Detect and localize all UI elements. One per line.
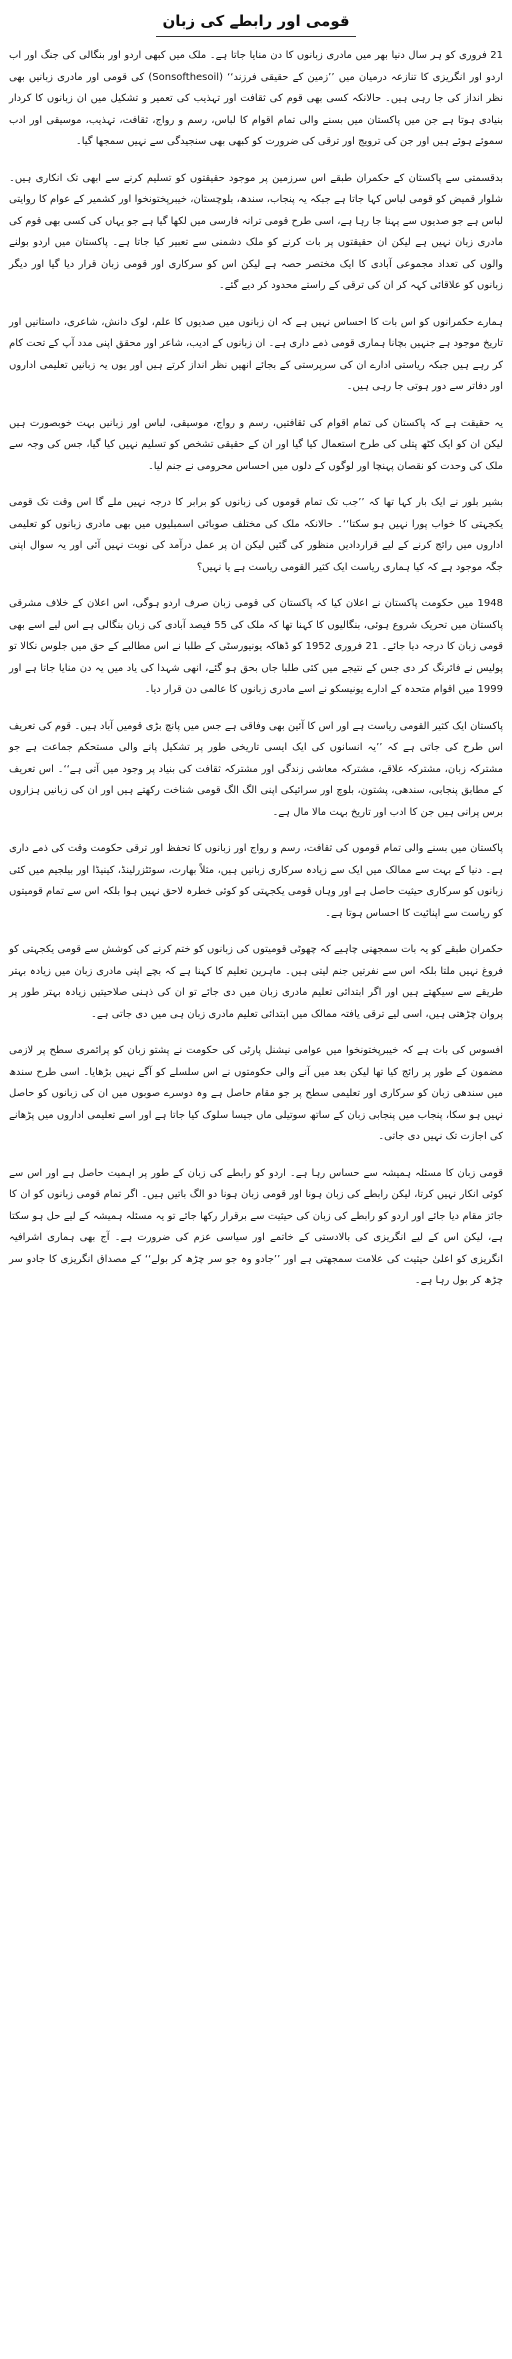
article-paragraph-8: پاکستان میں بسنے والی تمام قوموں کی ثقافت، رسم و رواج اور زبانوں کا تحفظ اور ترقی حکومت وقت کی ذمے داری ہے۔ دنیا کے بہت سے ممالک میں ایک سے زیادہ سرکاری زبانیں ہیں، مثلاً بھارت، سوئٹزرلینڈ، کینیڈا اور بیلجیم میں کئی زبانوں کو سرکاری حیثیت حاصل ہے اور وہاں قومی یکجہتی کو کوئی خطرہ لاحق نہیں ہوا بلکہ اس سے تمام قومیتوں کو ریاست سے اپنائیت کا احساس ہوتا ہے۔ xyxy=(9,843,503,919)
article-paragraph-3: ہمارے حکمرانوں کو اس بات کا احساس نہیں ہے کہ ان زبانوں میں صدیوں کا علم، لوک دانش، شاعری، داستانیں اور تاریخ موجود ہے جنہیں بچانا ہماری قومی ذمے داری ہے۔ ان زبانوں کے ادیب، شاعر اور محقق اپنی مدد آپ کے تحت کام کر رہے ہیں جبکہ ریاستی ادارے ان کی سرپرستی کے بجائے انھیں نظر انداز کرتے ہیں اور یوں یہ زبانیں تعلیمی اداروں اور دفاتر سے دور ہوتی جا رہی ہیں۔ xyxy=(9,316,503,392)
article-paragraph-11: قومی زبان کا مسئلہ ہمیشہ سے حساس رہا ہے۔ اردو کو رابطے کی زبان کے طور پر اہمیت حاصل ہے اور اس سے کوئی انکار نہیں کرتا، لیکن رابطے کی زبان ہونا اور قومی زبان ہونا دو الگ باتیں ہیں۔ اگر تمام قومی زبانوں کو ان کا جائز مقام دیا جائے اور اردو کو رابطے کی زبان کی حیثیت سے برقرار رکھا جائے تو یہ مسئلہ ہمیشہ کے لیے حل ہو سکتا ہے، لیکن اس کے لیے انگریزی کی بالادستی کے خاتمے اور سیاسی عزم کی ضرورت ہے۔ آج بھی ہماری اشرافیہ انگریزی کو اعلیٰ حیثیت کی علامت سمجھتی ہے اور ’’جادو وہ جو سر چڑھ کر بولے‘‘ کے مصداق انگریزی کا جادو سر چڑھ کر بول رہا ہے۔ xyxy=(9,1167,503,1286)
article-headline: قومی اور رابطے کی زبان xyxy=(156,12,355,37)
article-paragraph-6: 1948 میں حکومت پاکستان نے اعلان کیا کہ پاکستان کی قومی زبان صرف اردو ہوگی، اس اعلان کے خلاف مشرقی پاکستان میں تحریک شروع ہوئی، بنگالیوں کا کہنا تھا کہ ملک کی 55 فیصد آبادی کی زبان بنگالی ہے اس لیے اسے بھی قومی زبان کا درجہ دیا جائے۔ 21 فروری 1952 کو ڈھاکہ یونیورسٹی کے طلبا نے اس مطالبے کے حق میں جلوس نکالا تو پولیس نے فائرنگ کر دی جس کے نتیجے میں کئی طلبا جاں بحق ہو گئے، انھی شہدا کی یاد میں یہ دن منایا جاتا ہے اور 1999 میں اقوام متحدہ کے ادارے یونیسکو نے اسے مادری زبانوں کا عالمی دن قرار دیا۔ xyxy=(9,598,504,695)
article-paragraph-4: یہ حقیقت ہے کہ پاکستان کی تمام اقوام کی ثقافتیں، رسم و رواج، موسیقی، لباس اور زبانیں بہت خوبصورت ہیں لیکن ان کو ایک کٹھ پتلی کی طرح استعمال کیا گیا اور ان کے حقیقی تشخص کو تسلیم نہیں کیا گیا، جس کی وجہ سے ملک کی وحدت کو نقصان پہنچا اور لوگوں کے دلوں میں احساس محرومی نے جنم لیا۔ xyxy=(9,417,503,472)
article-paragraph-7: پاکستان ایک کثیر القومی ریاست ہے اور اس کا آئین بھی وفاقی ہے جس میں پانچ بڑی قومیں آباد ہیں۔ قوم کی تعریف اس طرح کی جاتی ہے کہ ’’یہ انسانوں کی ایک ایسی تاریخی طور پر تشکیل پانے والی مستحکم جماعت ہے جو مشترکہ زبان، مشترکہ علاقے، مشترکہ معاشی زندگی اور مشترکہ ثقافت کی بنیاد پر وجود میں آتی ہے‘‘۔ اس تعریف کے مطابق پنجابی، سندھی، پشتون، بلوچ اور سرائیکی اپنی الگ الگ قومی شناخت رکھتے ہیں اور ان کی زبانیں ہزاروں برس پرانی ہیں جن کا ادب اور تاریخ بہت مالا مال ہے۔ xyxy=(9,720,503,818)
article-paragraph-9: حکمران طبقے کو یہ بات سمجھنی چاہیے کہ چھوٹی قومیتوں کی زبانوں کو ختم کرنے کی کوشش سے قومی یکجہتی کو فروغ نہیں ملتا بلکہ اس سے نفرتیں جنم لیتی ہیں۔ ماہرین تعلیم کا کہنا ہے کہ بچے اپنی مادری زبان میں زیادہ بہتر طریقے سے سیکھتے ہیں اور اگر ابتدائی تعلیم مادری زبان میں دی جائے تو ان کی ذہنی صلاحیتیں زیادہ بہتر طور پر پروان چڑھتی ہیں، اسی لیے ترقی یافتہ ممالک میں ابتدائی تعلیم مادری زبان ہی میں دی جاتی ہے۔ xyxy=(9,944,503,1020)
headline-container xyxy=(9,12,503,37)
article-paragraph-5: بشیر بلور نے ایک بار کہا تھا کہ ’’جب تک تمام قوموں کی زبانوں کو برابر کا درجہ نہیں ملے گا اس وقت تک قومی یکجہتی کا خواب پورا نہیں ہو سکتا‘‘۔ حالانکہ ملک کی مختلف صوبائی اسمبلیوں میں بھی مادری زبانوں کو تعلیمی اداروں میں رائج کرنے کے لیے قراردادیں منظور کی گئیں لیکن ان پر عمل درآمد کی نوبت نہیں آئی اور یہ سوال اپنی جگہ موجود ہے کہ کیا ہماری ریاست ایک کثیر القومی ریاست ہے یا نہیں؟ xyxy=(9,497,503,573)
article-paragraph-10: افسوس کی بات ہے کہ خیبرپختونخوا میں عوامی نیشنل پارٹی کی حکومت نے پشتو زبان کو پرائمری سطح پر لازمی مضمون کے طور پر رائج کیا تھا لیکن بعد میں آنے والی حکومتوں نے اس سلسلے کو آگے نہیں بڑھایا۔ اسی طرح سندھ میں سندھی زبان کو سرکاری اور تعلیمی سطح پر جو مقام حاصل ہے وہ دوسرے صوبوں میں ان کی زبانوں کو حاصل نہیں ہو سکا، پنجاب میں پنجابی زبان کے ساتھ سوتیلی ماں جیسا سلوک کیا جاتا ہے اور اسے تعلیمی اداروں میں پڑھانے کی اجازت تک نہیں دی جاتی۔ xyxy=(9,1045,503,1142)
article-paragraph-1: 21 فروری کو ہر سال دنیا بھر میں مادری زبانوں کا دن منایا جاتا ہے۔ ملک میں کبھی اردو اور بنگالی کی جنگ اور اب اردو اور انگریزی کا تنازعہ درمیان میں ’’زمین کے حقیقی فرزند‘‘ (Sonsofthesoil) کی قومی اور مادری زبانیں بھی نظر انداز کی جا رہی ہیں۔ حالانکہ کسی بھی قوم کی ثقافت اور تہذیب کی تعمیر و تشکیل میں ان زبانوں کا کردار بنیادی ہوتا ہے جن میں پاکستان میں بسنے والی تمام اقوام کا لباس، رسم و رواج، ثقافت، تہذیب، موسیقی اور ادب سموئے ہوئے ہیں اور جن کی ترویج اور ترقی کی ضرورت کو کبھی بھی سنجیدگی سے نہیں سمجھا گیا۔ xyxy=(9,50,503,147)
article-body xyxy=(9,45,503,1292)
article-paragraph-2: بدقسمتی سے پاکستان کے حکمران طبقے اس سرزمین پر موجود حقیقتوں کو تسلیم کرنے سے ابھی تک انکاری ہیں۔ شلوار قمیض کو قومی لباس کہا جاتا ہے جبکہ یہ پنجاب، سندھ، بلوچستان، خیبرپختونخوا اور کشمیر کے عوام کا روایتی لباس ہے جو صدیوں سے پہنا جا رہا ہے، اسی طرح قومی ترانہ فارسی میں لکھا گیا ہے جو یہاں کی کسی بھی قوم کی مادری زبان نہیں ہے لیکن ان حقیقتوں پر بات کرنے کو ملک دشمنی سے تعبیر کیا جاتا ہے۔ پاکستان میں اردو بولنے والوں کی تعداد مجموعی آبادی کا ایک مختصر حصہ ہے لیکن اس کو سرکاری اور قومی زبان قرار دیا گیا اور دیگر زبانوں کو علاقائی کہہ کر ان کی ترقی کے راستے محدود کر دیے گئے۔ xyxy=(9,172,503,291)
